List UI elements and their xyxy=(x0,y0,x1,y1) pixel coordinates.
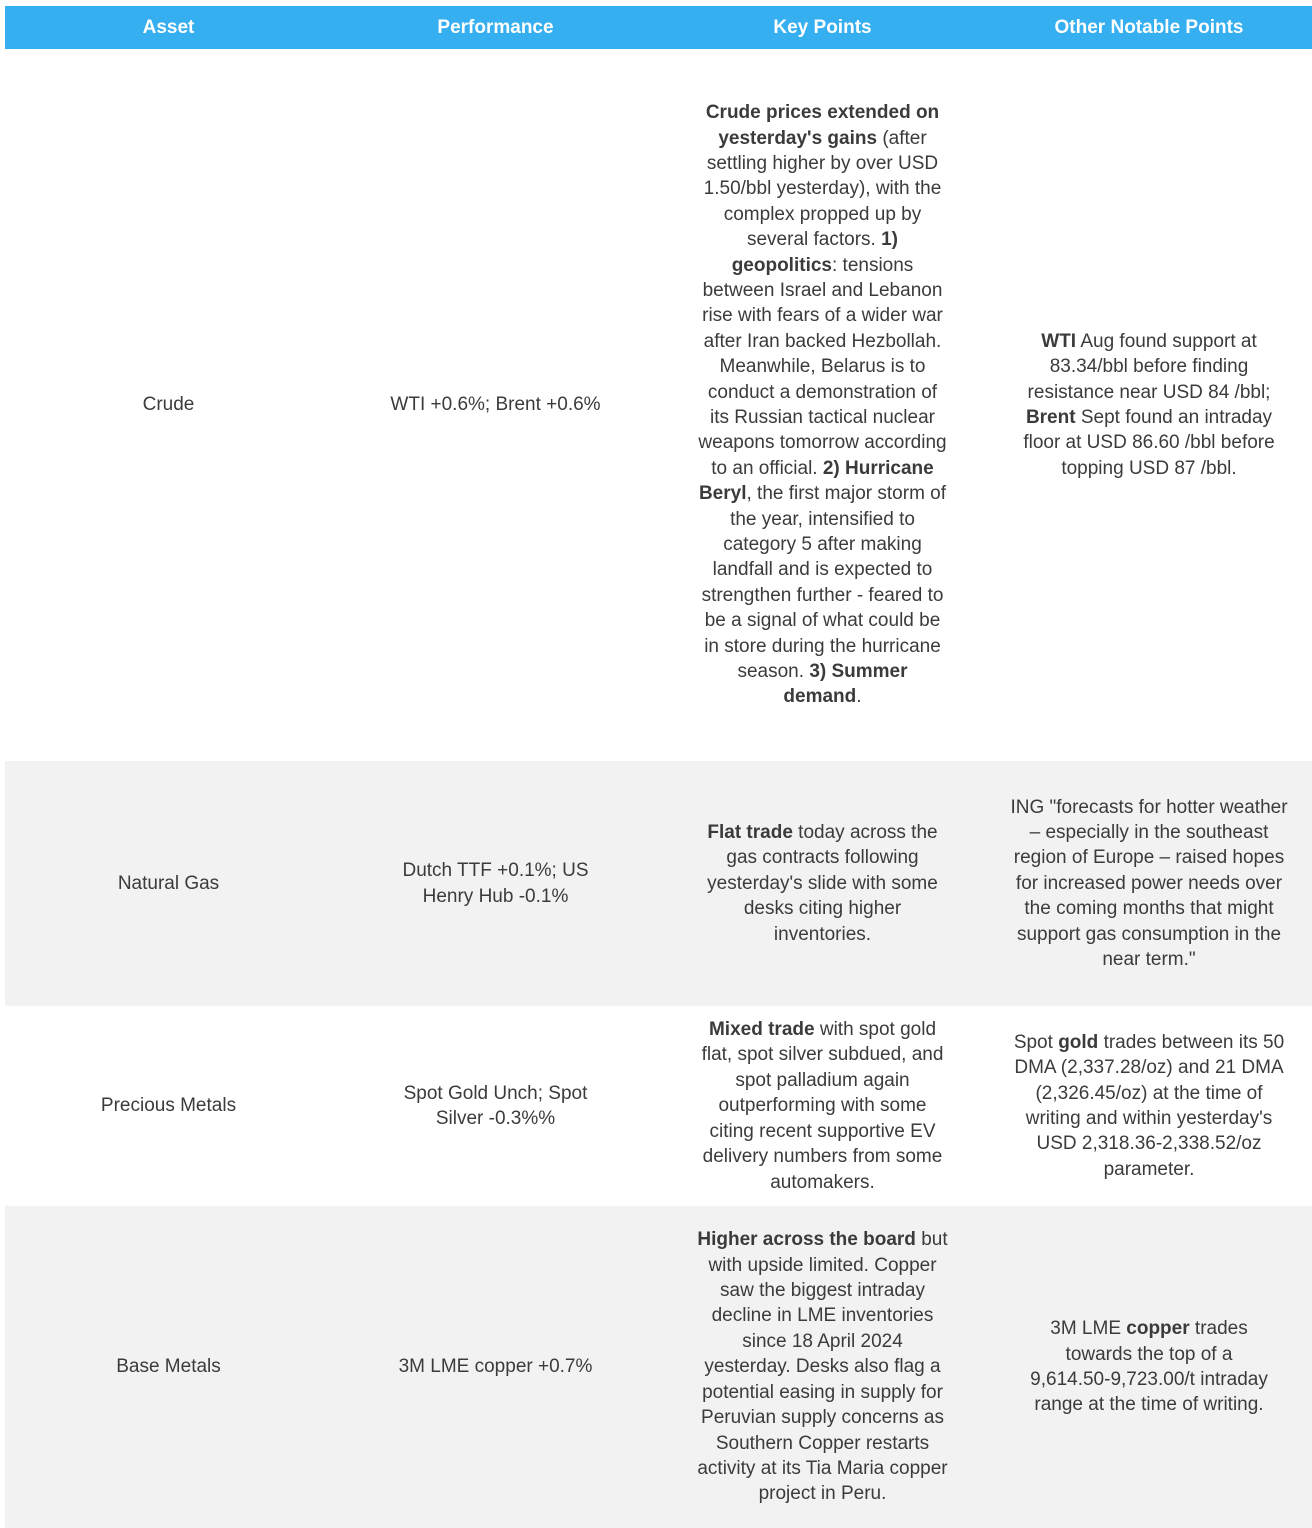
other-points-plain: 3M LME xyxy=(1050,1318,1127,1340)
asset-cell: Crude xyxy=(142,394,195,416)
other-points-plain: trades between its 50 DMA (2,337.28/oz) and 21 DMA (2,326.45/oz) at the time of writing and within yesterday's USD 2,318.36-2,338.52/oz parameter. xyxy=(1014,1031,1285,1180)
key-points-bold: Mixed trade xyxy=(708,1019,815,1041)
key-points-bold: 1) geopolitics xyxy=(731,229,898,276)
other-points-cell xyxy=(986,1006,1312,1206)
key-points-bold: 2) Hurricane Beryl xyxy=(698,457,934,505)
key-points-cell xyxy=(659,761,986,1006)
key-points-cell xyxy=(659,49,986,761)
other-points-cell xyxy=(986,1206,1312,1528)
performance-cell: Spot Gold Unch; Spot Silver -0.3%% xyxy=(403,1082,588,1129)
other-points-plain: trades towards the top of a 9,614.50-9,723.00/t intraday range at the time of writing. xyxy=(1030,1318,1268,1416)
key-points-cell xyxy=(659,1206,986,1528)
other-points-text: ING "forecasts for hotter weather – especially in the southeast region of Europe – raised hopes for increased power needs over the coming months that might support gas consumption in the near term." xyxy=(1010,796,1288,971)
table-row-precious-metals xyxy=(5,1006,1312,1206)
key-points-text xyxy=(697,100,948,710)
other-points-cell xyxy=(986,761,1312,1006)
key-points-plain: . xyxy=(856,686,862,708)
asset-cell: Precious Metals xyxy=(100,1095,237,1117)
header-asset: Asset xyxy=(142,16,195,38)
performance-cell: Dutch TTF +0.1%; US Henry Hub -0.1% xyxy=(402,860,589,907)
key-points-plain: with spot gold flat, spot silver subdued, and spot palladium again outperforming with some citing recent supportive EV delivery numbers from some automakers. xyxy=(701,1019,944,1193)
other-points-plain: Aug found support at 83.34/bbl before finding resistance near USD 84 /bbl; xyxy=(1027,330,1271,403)
other-points-plain: Spot xyxy=(1013,1031,1059,1053)
key-points-bold: Flat trade xyxy=(707,821,793,843)
other-points-plain: Sept found an intraday floor at USD 86.60 /bbl before topping USD 87 /bbl. xyxy=(1023,407,1275,479)
key-points-text xyxy=(697,820,948,947)
key-points-text xyxy=(697,1227,948,1506)
header-other-points: Other Notable Points xyxy=(1054,16,1244,38)
table-row-natural-gas xyxy=(5,761,1312,1006)
table-header xyxy=(5,6,1312,49)
key-points-plain: : tensions between Israel and Lebanon rise with fears of a wider war after Iran backed Hezbollah. Meanwhile, Belarus is to conduct a demonstration of its Russian tactical nuclear weapons tomorrow according to an official. xyxy=(698,254,947,479)
header-key-points: Key Points xyxy=(773,16,872,38)
table-row-crude xyxy=(5,49,1312,761)
asset-cell: Natural Gas xyxy=(117,872,220,894)
asset-cell: Base Metals xyxy=(116,1356,221,1378)
key-points-text xyxy=(697,1017,948,1195)
performance-cell: WTI +0.6%; Brent +0.6% xyxy=(390,394,601,416)
key-points-bold: 3) Summer demand xyxy=(783,661,908,708)
other-points-bold: gold xyxy=(1058,1031,1099,1053)
key-points-plain: today across the gas contracts following yesterday's slide with some desks citing higher inventories. xyxy=(707,821,938,945)
commodities-table xyxy=(5,6,1312,1528)
table-row-base-metals xyxy=(5,1206,1312,1528)
other-points-text xyxy=(1026,1316,1272,1418)
other-points-cell xyxy=(986,49,1312,761)
key-points-bold: Higher across the board xyxy=(697,1229,916,1251)
key-points-plain: but with upside limited. Copper saw the biggest intraday decline in LME inventories since 18 April 2024 yesterday. Desks also flag a potential easing in supply for Peruvian supply concerns as Southern Copper restarts activity at its Tia Maria copper project in Peru. xyxy=(697,1229,948,1505)
other-points-bold: copper xyxy=(1126,1318,1190,1340)
other-points-bold: Brent xyxy=(1025,407,1076,428)
other-points-text xyxy=(1010,1030,1288,1182)
key-points-plain: , the first major storm of the year, intensified to category 5 after making landfall and is expected to strengthen further - feared to be a signal of what could be in store during the hurricane season. xyxy=(701,483,947,683)
performance-cell: 3M LME copper +0.7% xyxy=(398,1356,593,1378)
other-points-bold: WTI xyxy=(1041,330,1077,352)
key-points-plain: (after settling higher by over USD 1.50/bbl yesterday), with the complex propped up by several factors. xyxy=(703,127,942,251)
other-points-text xyxy=(1014,329,1284,481)
key-points-bold: Crude prices extended on yesterday's gains xyxy=(705,102,940,149)
key-points-cell xyxy=(659,1006,986,1206)
header-performance: Performance xyxy=(437,16,554,38)
